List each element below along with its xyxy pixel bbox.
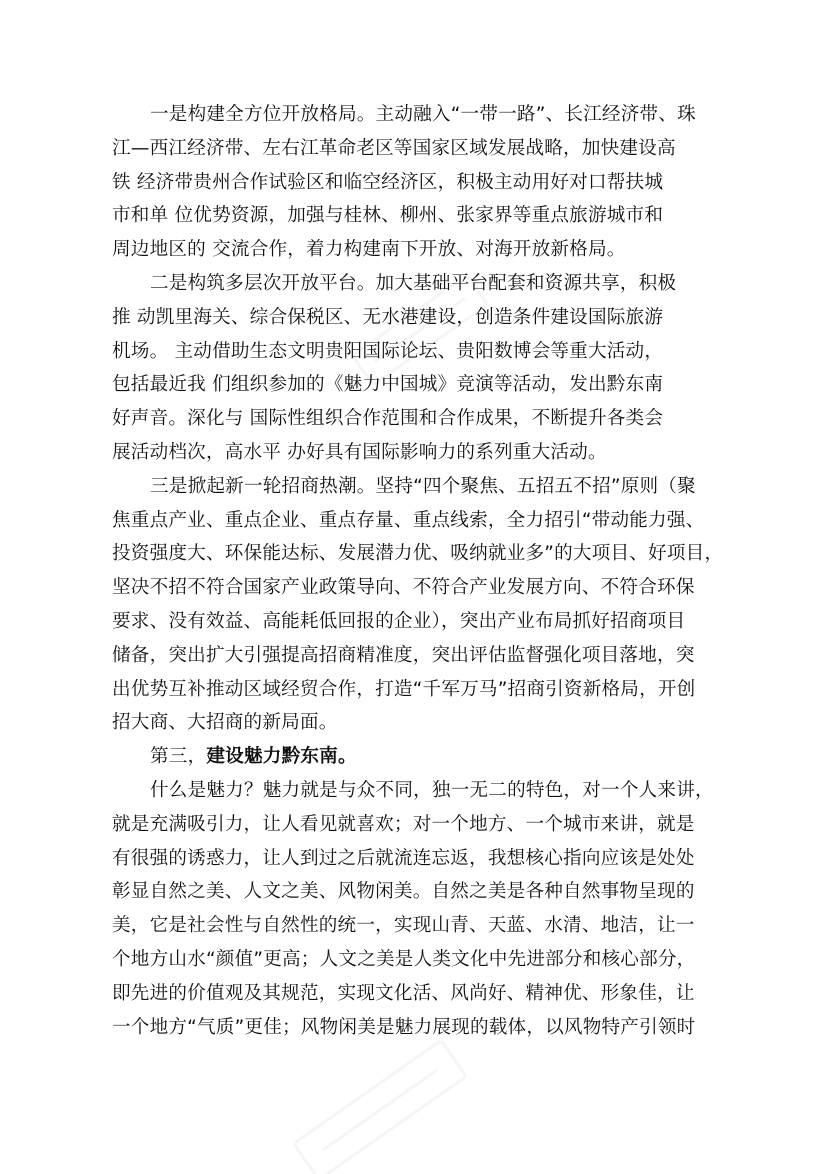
section-heading-prefix: 第三， — [150, 746, 207, 768]
paragraph-line: 招大商、大招商的新局面。 — [112, 712, 338, 734]
paragraph-line: 三是掀起新一轮招商热潮。坚持“四个聚焦、五招五不招”原则（聚 — [150, 475, 696, 497]
paragraph-line: 有很强的诱惑力，让人到过之后就流连忘返，我想核心指向应该是处处 — [112, 847, 695, 869]
body-text — [112, 98, 732, 1044]
section-heading — [112, 740, 732, 774]
paragraph-line: 包括最近我 们组织参加的《魅力中国城》竞演等活动，发出黔东南 — [112, 374, 664, 396]
paragraph-line: 一个地方“气质”更佳；风物闲美是魅力展现的载体，以风物特产引领时 — [112, 1016, 696, 1038]
paragraph-line: 要求、没有效益、高能耗低回报的企业），突出产业布局抓好招商项目 — [112, 610, 686, 632]
paragraph-line: 彰显自然之美、人文之美、风物闲美。自然之美是各种自然事物呈现的 — [112, 881, 695, 903]
paragraph-line: 周边地区的 交流合作，着力构建南下开放、对海开放新格局。 — [112, 239, 626, 261]
paragraph-line: 二是构筑多层次开放平台。加大基础平台配套和资源共享，积极 — [150, 272, 677, 294]
paragraph-line: 储备，突出扩大引强提高招商精准度，突出评估监督强化项目落地，突 — [112, 644, 695, 666]
paragraph-line: 美，它是社会性与自然性的统一，实现山青、天蓝、水清、地洁，让一 — [112, 915, 695, 937]
paragraph-line: 什么是魅力？魅力就是与众不同，独一无二的特色，对一个人来讲， — [150, 779, 714, 801]
paragraph-line: 个地方山水“颜值”更高；人文之美是人类文化中先进部分和核心部分， — [112, 948, 696, 970]
paragraph-line: 市和单 位优势资源，加强与桂林、柳州、张家界等重点旅游城市和 — [112, 205, 664, 227]
paragraph-line: 江—西江经济带、左右江革命老区等国家区域发展战略，加快建设高 — [112, 137, 676, 159]
paragraph-line: 坚决不招不符合国家产业政策导向、不符合产业发展方向、不符合环保 — [112, 577, 695, 599]
paragraph-line: 即先进的价值观及其规范，实现文化活、风尚好、精神优、形象佳，让 — [112, 982, 695, 1004]
paragraph-line: 好声音。深化与 国际性组织合作范围和合作成果，不断提升各类会 — [112, 408, 664, 430]
paragraph-line: 一是构建全方位开放格局。主动融入“一带一路”、长江经济带、珠 — [150, 104, 696, 125]
paragraph-line: 就是充满吸引力，让人看见就喜欢；对一个地方、一个城市来讲，就是 — [112, 813, 695, 835]
paragraph-line: 机场。 主动借助生态文明贵阳国际论坛、贵阳数博会等重大活动， — [112, 340, 664, 362]
paragraph-line: 焦重点产业、重点企业、重点存量、重点线索，全力招引“带动能力强、 — [112, 509, 705, 531]
paragraph-line: 推 动凯里海关、综合保税区、无水港建设，创造条件建设国际旅游 — [112, 306, 664, 328]
paragraph-line: 铁 经济带贵州合作试验区和临空经济区，积极主动用好对口帮扶城 — [112, 171, 664, 193]
section-heading-title: 建设魅力黔东南。 — [206, 746, 357, 768]
paragraph-line: 展活动档次，高水平 办好具有国际影响力的系列重大活动。 — [112, 441, 607, 463]
paragraph-line: 投资强度大、环保能达标、发展潜力优、吸纳就业多”的大项目、好项目， — [112, 543, 724, 565]
paragraph-line: 出优势互补推动区域经贸合作，打造“千军万马”招商引资新格局，开创 — [112, 678, 696, 700]
